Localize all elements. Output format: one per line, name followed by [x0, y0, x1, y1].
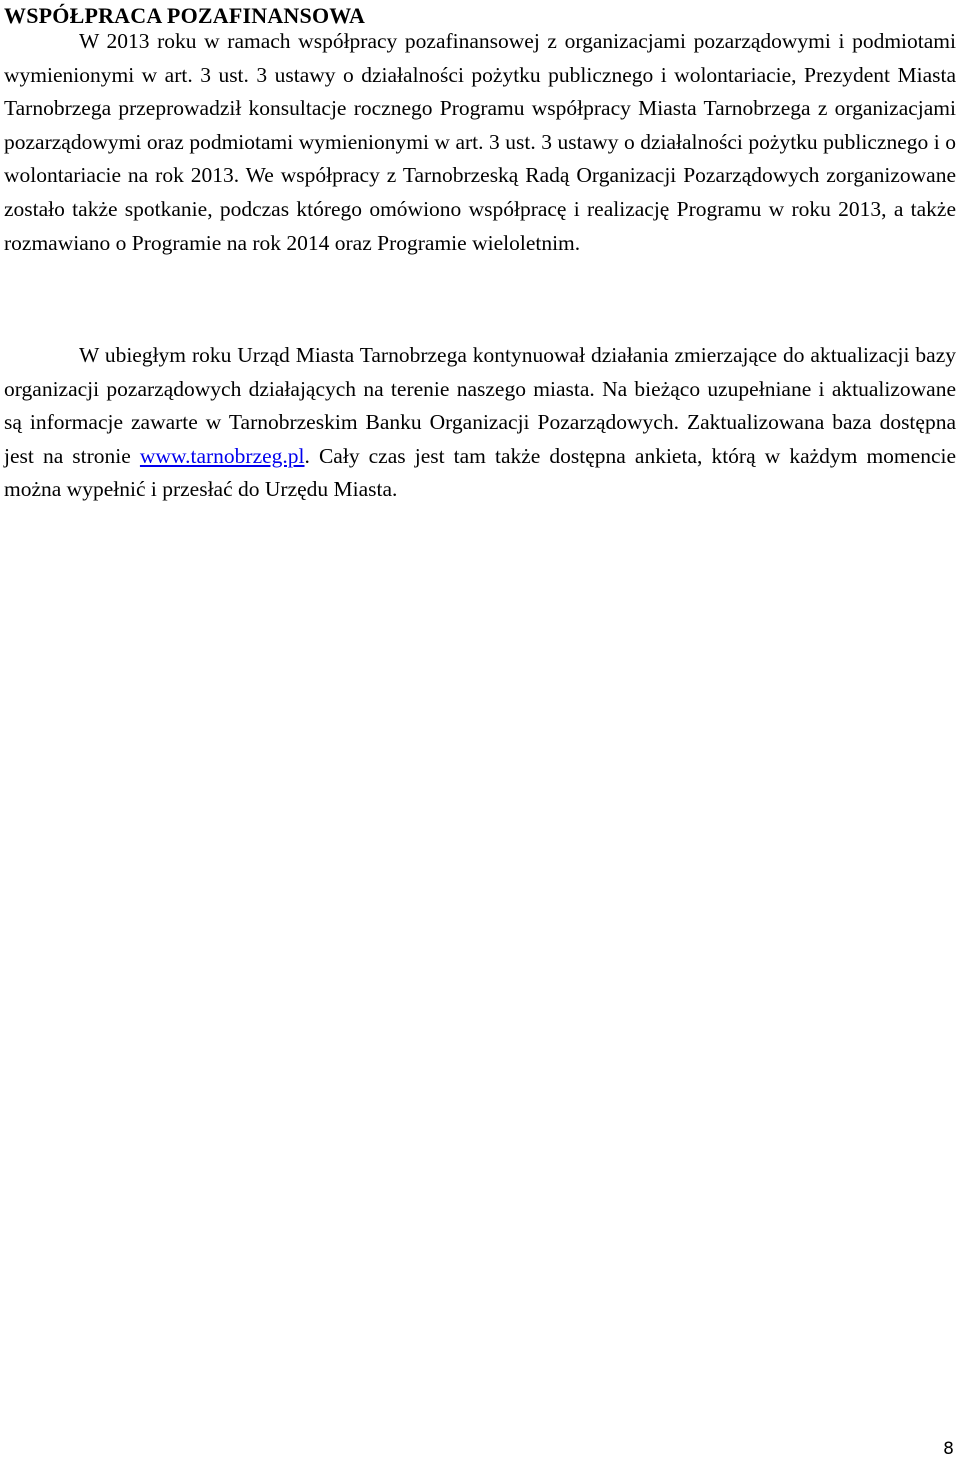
section-heading: WSPÓŁPRACA POZAFINANSOWA	[4, 3, 366, 28]
paragraph-consultations: W 2013 roku w ramach współpracy pozafinansowej z organizacjami pozarządowymi i podmiotami wymienionymi w art. 3 ust. 3 ustawy o działalności pożytku publicznego i wolontariacie, Prezydent Miasta Tarnobrzega przeprowadził konsultacje rocznego Programu współpracy Miasta Tarnobrzega z organizacjami pozarządowymi oraz podmiotami wymienionymi w art. 3 ust. 3 ustawy o działalności pożytku publicznego i o wolontariacie na rok 2013. We współpracy z Tarnobrzeską Radą Organizacji Pozarządowych zorganizowane zostało także spotkanie, podczas którego omówiono współpracę i realizację Programu w roku 2013, a także rozmawiano o Programie na rok 2014 oraz Programie wieloletnim.	[4, 29, 956, 255]
website-link[interactable]: www.tarnobrzeg.pl	[139, 443, 305, 468]
page-number: 8	[943, 1439, 954, 1459]
paragraph-database-text-start: W ubiegłym roku Urząd Miasta Tarnobrzega kontynuował działania zmierzające do aktualizacji bazy organizacji pozarządowych działających na terenie naszego miasta. Na bieżąco uzupełniane i aktualizowane są informacje zawarte w Tarnobrzeskim Banku Organizacji Pozarządowych. Zaktualizowana baza dostępna jest na stronie	[4, 343, 956, 468]
paragraph-database-update	[4, 339, 956, 507]
paragraph-database-text-end: . Cały czas jest tam także dostępna ankieta, którą w każdym momencie można wypełnić i przesłać do Urzędu Miasta.	[4, 443, 957, 502]
